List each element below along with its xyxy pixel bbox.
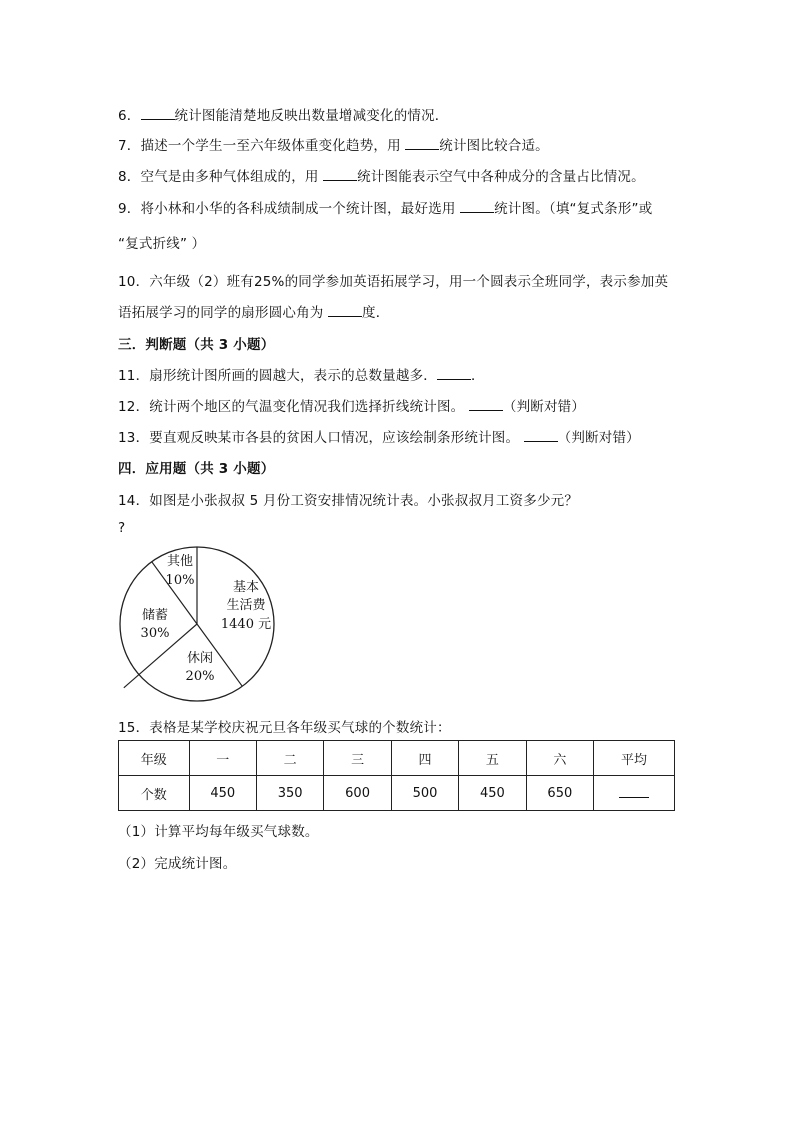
question-8 bbox=[118, 165, 645, 185]
question-9 bbox=[118, 197, 652, 217]
q9-text-after: 统计图。（填“复式条形”或 bbox=[494, 201, 653, 217]
q13-blank bbox=[524, 429, 558, 442]
average-blank-cell bbox=[594, 776, 675, 811]
q6-text-after: 统计图能清楚地反映出数量增减变化的情况． bbox=[174, 108, 449, 124]
q8-text-before: 8．空气是由多种气体组成的，用 bbox=[118, 169, 324, 185]
salary-pie-chart bbox=[118, 544, 276, 704]
question-7 bbox=[118, 134, 549, 154]
q11-text-before: 11．扇形统计图所画的圆越大，表示的总数量越多． bbox=[118, 368, 437, 384]
table-cell: 350 bbox=[256, 776, 323, 811]
table-cell: 四 bbox=[391, 741, 458, 776]
question-9-continued: “复式折线” ） bbox=[118, 236, 206, 252]
q6-blank bbox=[141, 107, 175, 120]
q10-text-before: 语拓展学习的同学的扇形圆心角为 bbox=[118, 305, 328, 321]
sub-question-1: （1）计算平均每年级买气球数。 bbox=[118, 824, 319, 840]
q10-text-after: 度． bbox=[362, 305, 390, 321]
q13-text-before: 13．要直观反映某市各县的贫困人口情况，应该绘制条形统计图。 bbox=[118, 430, 524, 446]
q12-text-before: 12．统计两个地区的气温变化情况我们选择折线统计图。 bbox=[118, 399, 469, 415]
q9-text-before: 9．将小林和小华的各科成绩制成一个统计图，最好选用 bbox=[118, 201, 461, 217]
table-header-row bbox=[119, 741, 675, 776]
slice-pct-other: 10% bbox=[165, 573, 195, 588]
average-blank bbox=[619, 785, 649, 798]
table-cell: 二 bbox=[256, 741, 323, 776]
q12-text-after: （判断对错） bbox=[502, 399, 586, 415]
section-3-title: 三．判断题（共 3 小题） bbox=[118, 337, 275, 353]
slice-label-leisure: 休闲 bbox=[186, 651, 214, 666]
q11-text-after: ． bbox=[470, 368, 485, 384]
question-11 bbox=[118, 364, 485, 384]
question-15: 15．表格是某学校庆祝元旦各年级买气球的个数统计： bbox=[118, 720, 451, 736]
question-10: 10．六年级（2）班有25%的同学参加英语拓展学习，用一个圆表示全班同学，表示参加英 bbox=[118, 274, 669, 290]
table-cell: 600 bbox=[324, 776, 391, 811]
slice-pct-savings: 30% bbox=[140, 626, 170, 641]
question-12 bbox=[118, 395, 585, 415]
q6-text-before: 6． bbox=[118, 108, 141, 124]
q7-text-before: 7．描述一个学生一至六年级体重变化趋势，用 bbox=[118, 138, 406, 154]
question-10-continued bbox=[118, 301, 389, 321]
table-row bbox=[119, 776, 675, 811]
q10-blank bbox=[328, 304, 362, 317]
table-cell: 个数 bbox=[119, 776, 190, 811]
q7-blank bbox=[405, 137, 439, 150]
slice-value-basic: 1440 元 bbox=[220, 617, 272, 632]
table-cell: 平均 bbox=[594, 741, 675, 776]
table-cell: 450 bbox=[189, 776, 256, 811]
slice-label-basic-1: 基本 bbox=[232, 580, 260, 595]
slice-label-savings: 储蓄 bbox=[141, 608, 169, 623]
table-cell: 650 bbox=[526, 776, 593, 811]
q8-blank bbox=[323, 168, 357, 181]
pie-svg bbox=[118, 544, 276, 704]
table-cell: 三 bbox=[324, 741, 391, 776]
q9-blank bbox=[460, 200, 494, 213]
q8-text-after: 统计图能表示空气中各种成分的含量占比情况。 bbox=[357, 169, 645, 185]
question-14-mark: ? bbox=[118, 520, 126, 536]
table-cell: 五 bbox=[459, 741, 526, 776]
table-cell: 六 bbox=[526, 741, 593, 776]
table-cell: 年级 bbox=[119, 741, 190, 776]
slice-pct-leisure: 20% bbox=[185, 669, 215, 684]
q11-blank bbox=[437, 367, 471, 380]
slice-label-basic-2: 生活费 bbox=[226, 598, 266, 613]
slice-label-other: 其他 bbox=[166, 554, 194, 569]
section-4-title: 四．应用题（共 3 小题） bbox=[118, 461, 275, 477]
table-cell: 一 bbox=[189, 741, 256, 776]
question-14: 14．如图是小张叔叔 5 月份工资安排情况统计表。小张叔叔月工资多少元？ bbox=[118, 493, 579, 509]
table-cell: 450 bbox=[459, 776, 526, 811]
q13-text-after: （判断对错） bbox=[557, 430, 640, 446]
sub-question-2: （2）完成统计图。 bbox=[118, 856, 237, 872]
question-13 bbox=[118, 426, 640, 446]
question-6 bbox=[118, 104, 449, 124]
table-cell: 500 bbox=[391, 776, 458, 811]
balloon-table bbox=[118, 740, 675, 811]
q7-text-after: 统计图比较合适。 bbox=[439, 138, 549, 154]
q12-blank bbox=[469, 398, 503, 411]
